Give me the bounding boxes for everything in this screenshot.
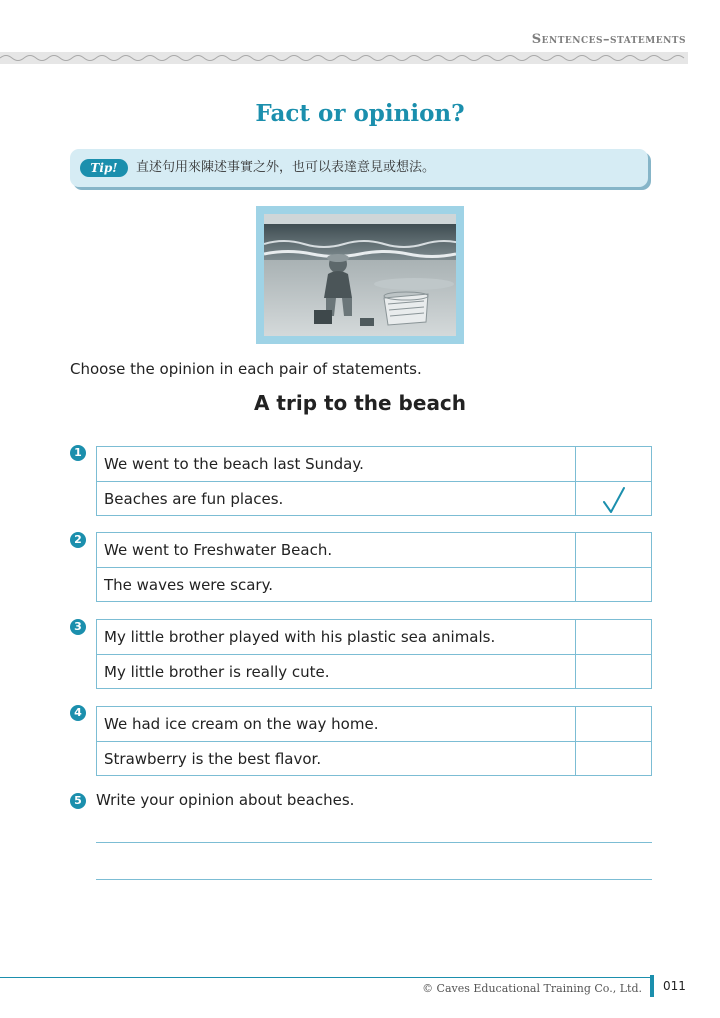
statement-row <box>97 567 651 601</box>
check-mark-icon <box>602 486 626 514</box>
instructions: Choose the opinion in each pair of statements. <box>70 360 422 378</box>
question-table <box>96 706 652 776</box>
footer-accent-bar <box>650 975 654 997</box>
question-number-badge: 3 <box>70 619 86 635</box>
answer-line[interactable] <box>96 879 652 880</box>
footer-copyright: © Caves Educational Training Co., Ltd. <box>422 982 642 995</box>
write-prompt: Write your opinion about beaches. <box>96 791 355 809</box>
statement-row <box>97 654 651 688</box>
statement-text: Strawberry is the best flavor. <box>97 742 576 775</box>
answer-line[interactable] <box>96 842 652 843</box>
beach-photo <box>256 206 464 344</box>
answer-checkbox[interactable] <box>576 568 651 601</box>
question-number-badge: 2 <box>70 532 86 548</box>
statement-row <box>97 481 651 515</box>
footer-divider <box>0 977 650 978</box>
page-number: 011 <box>663 979 686 993</box>
answer-checkbox[interactable] <box>576 620 651 654</box>
answer-checkbox[interactable] <box>576 482 651 515</box>
question-table <box>96 532 652 602</box>
answer-checkbox[interactable] <box>576 707 651 741</box>
statement-text: We had ice cream on the way home. <box>97 707 576 741</box>
statement-row <box>97 533 651 567</box>
tip-badge: Tip! <box>80 159 128 177</box>
statement-text: Beaches are fun places. <box>97 482 576 515</box>
statement-text: We went to Freshwater Beach. <box>97 533 576 567</box>
statement-text: My little brother is really cute. <box>97 655 576 688</box>
section-header: Sentences–statements <box>531 32 686 47</box>
subtitle: A trip to the beach <box>253 391 467 415</box>
tip-text: 直述句用來陳述事實之外，也可以表達意見或想法。 <box>136 160 436 175</box>
answer-checkbox[interactable] <box>576 447 651 481</box>
page-title: Fact or opinion? <box>255 100 465 127</box>
question-table <box>96 619 652 689</box>
statement-row <box>97 620 651 654</box>
answer-checkbox[interactable] <box>576 533 651 567</box>
statement-text: We went to the beach last Sunday. <box>97 447 576 481</box>
answer-checkbox[interactable] <box>576 742 651 775</box>
question-number-badge: 5 <box>70 793 86 809</box>
tip-box <box>70 149 648 187</box>
question-number-badge: 1 <box>70 445 86 461</box>
statement-text: My little brother played with his plastic sea animals. <box>97 620 576 654</box>
statement-row <box>97 741 651 775</box>
question-number-badge: 4 <box>70 705 86 721</box>
wave-divider <box>0 52 688 64</box>
statement-text: The waves were scary. <box>97 568 576 601</box>
question-table <box>96 446 652 516</box>
statement-row <box>97 707 651 741</box>
answer-checkbox[interactable] <box>576 655 651 688</box>
statement-row <box>97 447 651 481</box>
